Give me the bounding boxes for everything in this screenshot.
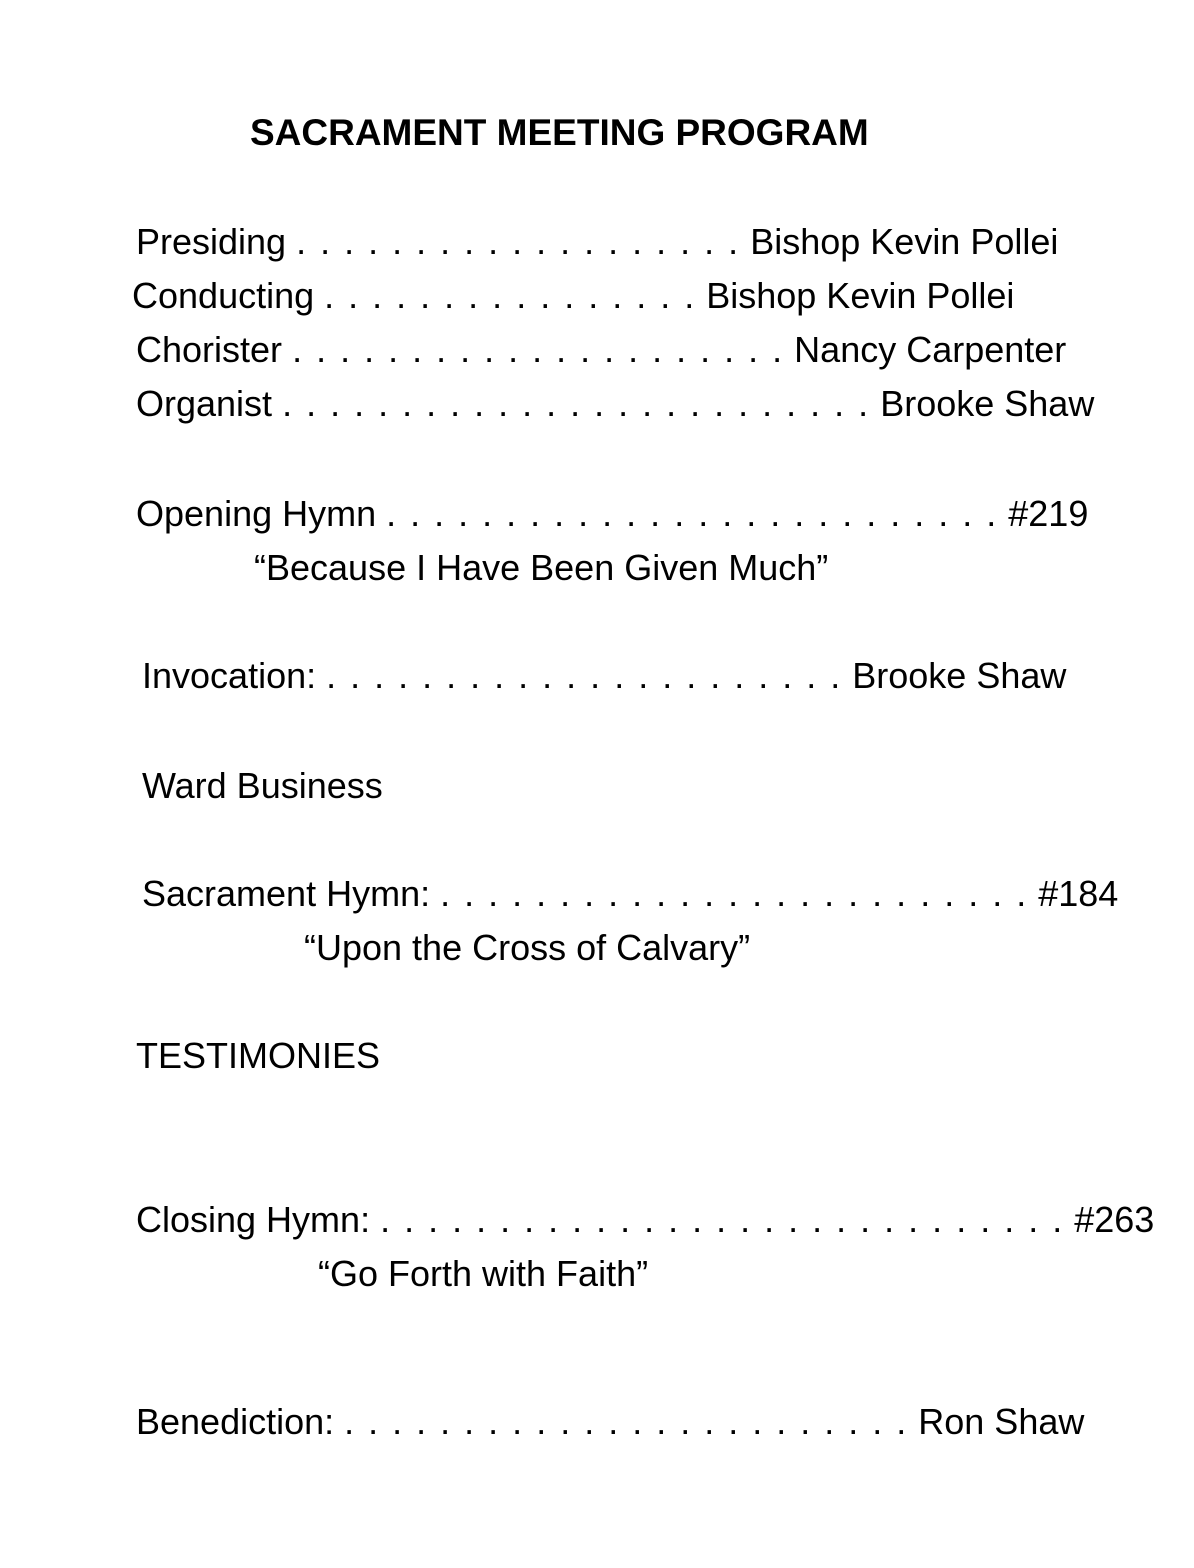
sacrament-hymn-line <box>142 870 1118 918</box>
chorister-line <box>136 326 1066 374</box>
invocation-dots: . . . . . . . . . . . . . . . . . . . . . . <box>326 655 843 696</box>
presiding-line <box>136 218 1058 266</box>
sacrament-hymn-number: #184 <box>1038 873 1119 914</box>
benediction-dots: . . . . . . . . . . . . . . . . . . . . . . . . <box>344 1401 909 1442</box>
closing-hymn-title: “Go Forth with Faith” <box>318 1253 649 1294</box>
sacrament-hymn-title: “Upon the Cross of Calvary” <box>304 927 751 968</box>
opening-hymn-number: #219 <box>1008 493 1089 534</box>
presiding-value: Bishop Kevin Pollei <box>750 221 1059 262</box>
invocation-value: Brooke Shaw <box>852 655 1067 696</box>
invocation-line <box>142 652 1066 700</box>
opening-hymn-label: Opening Hymn <box>136 493 377 534</box>
opening-hymn-title: “Because I Have Been Given Much” <box>254 547 829 588</box>
page-title: SACRAMENT MEETING PROGRAM <box>250 112 869 153</box>
organist-value: Brooke Shaw <box>880 383 1095 424</box>
closing-hymn-number: #263 <box>1074 1199 1155 1240</box>
opening-hymn-line <box>136 490 1088 538</box>
organist-dots: . . . . . . . . . . . . . . . . . . . . . . . . . <box>282 383 871 424</box>
benediction-value: Ron Shaw <box>918 1401 1085 1442</box>
invocation-label: Invocation: <box>142 655 317 696</box>
chorister-value: Nancy Carpenter <box>794 329 1067 370</box>
presiding-dots: . . . . . . . . . . . . . . . . . . . <box>296 221 741 262</box>
organist-label: Organist <box>136 383 273 424</box>
organist-line <box>136 380 1094 428</box>
conducting-line <box>132 272 1014 320</box>
testimonies-heading: TESTIMONIES <box>136 1035 381 1076</box>
presiding-label: Presiding <box>136 221 287 262</box>
closing-hymn-line <box>136 1196 1154 1244</box>
chorister-dots: . . . . . . . . . . . . . . . . . . . . . <box>292 329 785 370</box>
closing-hymn-label: Closing Hymn: <box>136 1199 371 1240</box>
conducting-value: Bishop Kevin Pollei <box>706 275 1015 316</box>
ward-business: Ward Business <box>142 765 383 806</box>
benediction-line <box>136 1398 1084 1446</box>
conducting-label: Conducting <box>132 275 315 316</box>
sacrament-hymn-dots: . . . . . . . . . . . . . . . . . . . . . . . . . <box>440 873 1029 914</box>
opening-hymn-dots: . . . . . . . . . . . . . . . . . . . . . . . . . . <box>386 493 999 534</box>
benediction-label: Benediction: <box>136 1401 335 1442</box>
conducting-dots: . . . . . . . . . . . . . . . . <box>324 275 697 316</box>
closing-hymn-dots: . . . . . . . . . . . . . . . . . . . . . . . . . . . . . <box>380 1199 1065 1240</box>
chorister-label: Chorister <box>136 329 283 370</box>
sacrament-hymn-label: Sacrament Hymn: <box>142 873 431 914</box>
